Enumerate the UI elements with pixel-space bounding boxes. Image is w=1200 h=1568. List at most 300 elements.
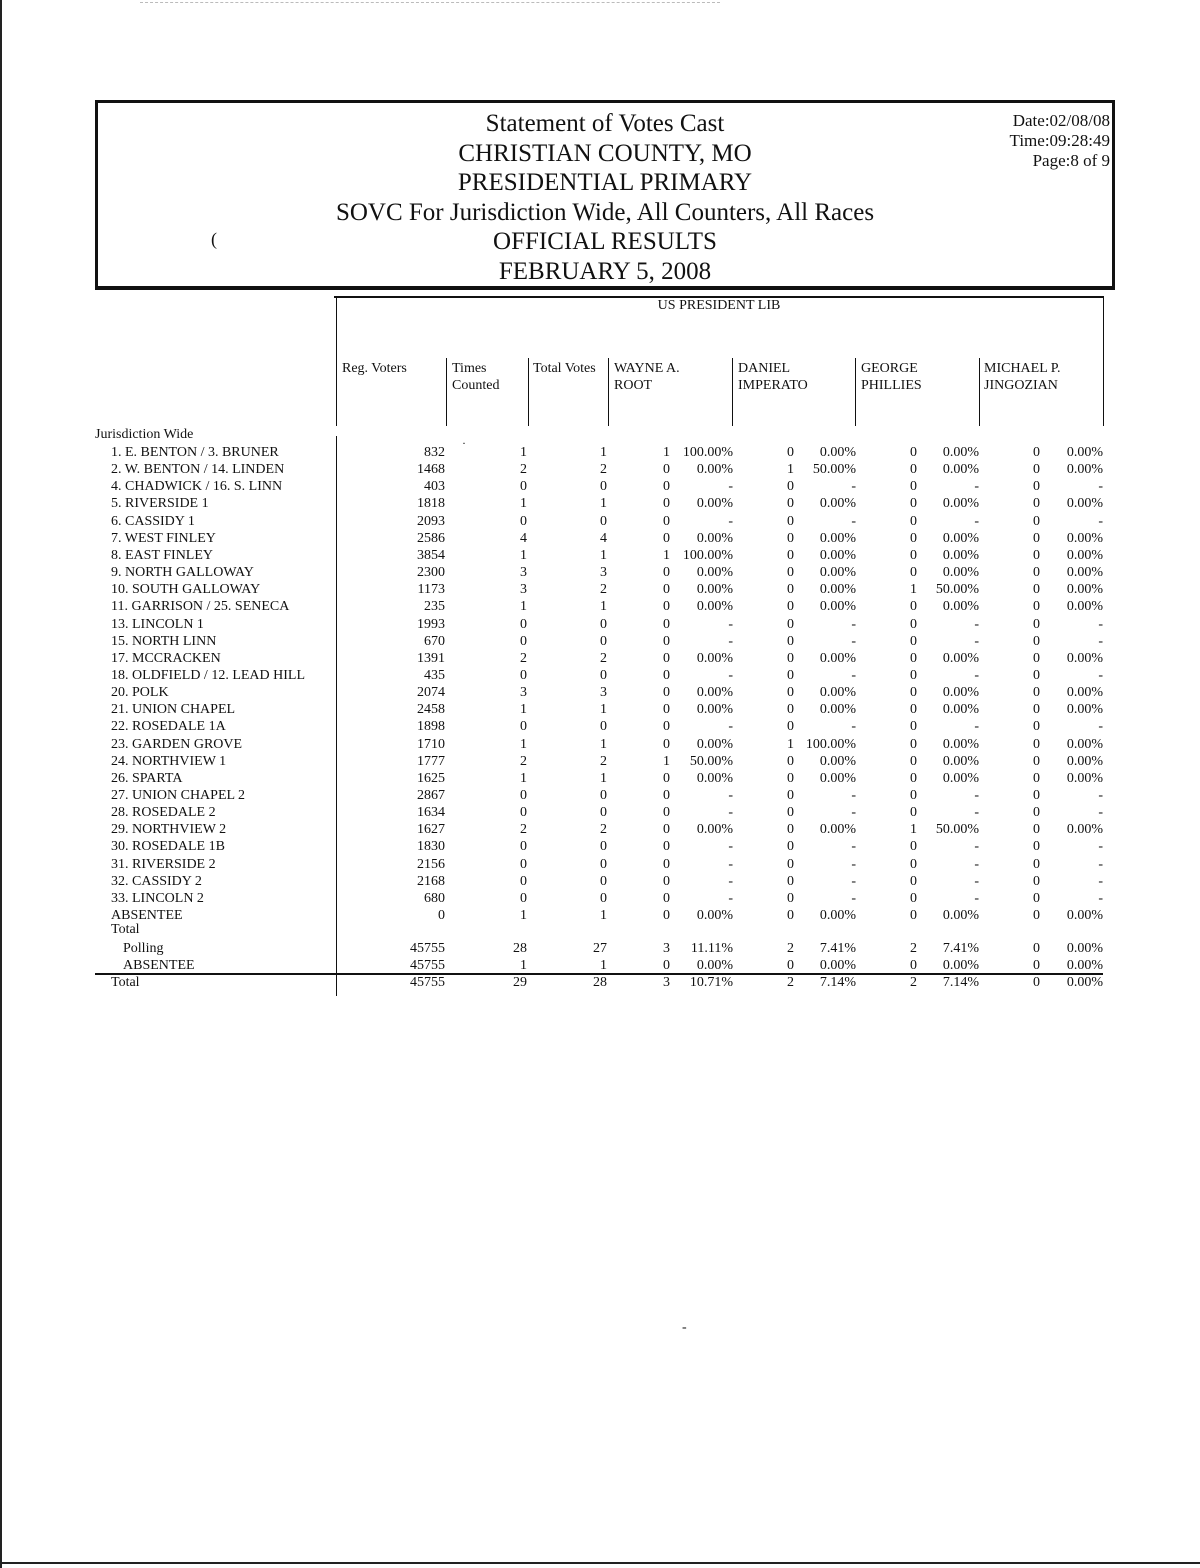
- times-counted-value: 0: [520, 839, 527, 854]
- candidate-percent-value: 100.00%: [682, 548, 733, 563]
- candidate-percent-value: 50.00%: [812, 462, 856, 477]
- candidate-votes-value: 0: [663, 651, 670, 666]
- candidate-percent-value: 0.00%: [942, 685, 979, 700]
- candidate-percent-value: 7.41%: [819, 941, 856, 956]
- candidate-votes-value: 0: [787, 548, 794, 563]
- candidate-votes-value: 0: [663, 857, 670, 872]
- candidate-percent-value: -: [728, 874, 733, 889]
- reg-voters-value: 1627: [417, 822, 445, 837]
- candidate-votes-value: 0: [910, 908, 917, 923]
- reg-voters-value: 2168: [417, 874, 445, 889]
- precinct-name: 15. NORTH LINN: [111, 634, 217, 649]
- candidate-percent-value: 0.00%: [819, 771, 856, 786]
- candidate-votes-value: 0: [663, 565, 670, 580]
- reg-voters-value: 1625: [417, 771, 445, 786]
- table-row: [0, 479, 1200, 496]
- candidate-votes-value: 0: [910, 617, 917, 632]
- reg-voters-value: 2156: [417, 857, 445, 872]
- table-row: [0, 599, 1200, 616]
- reg-voters-value: 1898: [417, 719, 445, 734]
- precinct-name: 17. MCCRACKEN: [111, 651, 221, 666]
- precinct-name: 21. UNION CHAPEL: [111, 702, 236, 717]
- candidate-votes-value: 2: [787, 975, 794, 990]
- times-counted-value: 2: [520, 651, 527, 666]
- candidate-votes-value: 0: [787, 668, 794, 683]
- total-votes-value: 27: [593, 941, 607, 956]
- col-candidate-phillies: GEORGE PHILLIES: [861, 361, 922, 393]
- precinct-name: 32. CASSIDY 2: [111, 874, 202, 889]
- candidate-votes-value: 0: [1033, 702, 1040, 717]
- col-candidate-root: WAYNE A. ROOT: [614, 361, 680, 393]
- candidate-votes-value: 2: [787, 941, 794, 956]
- candidate-votes-value: 0: [1033, 839, 1040, 854]
- candidate-percent-value: 0.00%: [696, 702, 733, 717]
- total-votes-value: 3: [600, 565, 607, 580]
- times-counted-value: 1: [520, 445, 527, 460]
- candidate-votes-value: 0: [663, 839, 670, 854]
- candidate-votes-value: 1: [787, 737, 794, 752]
- candidate-percent-value: 0.00%: [1066, 685, 1103, 700]
- total-votes-value: 1: [600, 445, 607, 460]
- candidate-votes-value: 0: [1033, 565, 1040, 580]
- candidate-percent-value: -: [851, 634, 856, 649]
- reg-voters-value: 2300: [417, 565, 445, 580]
- candidate-votes-value: 0: [663, 582, 670, 597]
- precinct-name: 13. LINCOLN 1: [111, 617, 204, 632]
- race-title: US PRESIDENT LIB: [657, 298, 781, 313]
- col-candidate-imperato: DANIEL IMPERATO: [738, 361, 808, 393]
- candidate-votes-value: 0: [910, 702, 917, 717]
- candidate-votes-value: 0: [787, 582, 794, 597]
- candidate-percent-value: -: [1098, 634, 1103, 649]
- section-label: Jurisdiction Wide: [95, 427, 194, 442]
- candidate-percent-value: -: [728, 891, 733, 906]
- candidate-percent-value: -: [1098, 514, 1103, 529]
- candidate-percent-value: 0.00%: [1066, 651, 1103, 666]
- precinct-name: 24. NORTHVIEW 1: [111, 754, 227, 769]
- candidate-percent-value: 0.00%: [1066, 975, 1103, 990]
- table-row: [0, 668, 1200, 685]
- times-counted-value: 1: [520, 737, 527, 752]
- candidate-votes-value: 0: [787, 874, 794, 889]
- candidate-percent-value: 0.00%: [942, 958, 979, 973]
- precinct-name: 9. NORTH GALLOWAY: [111, 565, 254, 580]
- candidate-percent-value: 0.00%: [942, 462, 979, 477]
- candidate-percent-value: -: [851, 857, 856, 872]
- times-counted-value: 1: [520, 908, 527, 923]
- candidate-percent-value: 10.71%: [689, 975, 733, 990]
- times-counted-value: 0: [520, 668, 527, 683]
- candidate-votes-value: 0: [663, 531, 670, 546]
- candidate-votes-value: 0: [1033, 651, 1040, 666]
- candidate-percent-value: 0.00%: [942, 651, 979, 666]
- candidate-votes-value: 0: [910, 479, 917, 494]
- candidate-percent-value: 100.00%: [682, 445, 733, 460]
- candidate-percent-value: 0.00%: [696, 599, 733, 614]
- candidate-votes-value: 0: [787, 839, 794, 854]
- candidate-votes-value: 0: [787, 496, 794, 511]
- reg-voters-value: 1777: [417, 754, 445, 769]
- total-votes-value: 2: [600, 822, 607, 837]
- candidate-votes-value: 0: [663, 496, 670, 511]
- candidate-percent-value: 0.00%: [696, 651, 733, 666]
- candidate-percent-value: -: [851, 719, 856, 734]
- times-counted-value: 0: [520, 719, 527, 734]
- table-row: [0, 496, 1200, 513]
- candidate-percent-value: 0.00%: [942, 599, 979, 614]
- candidate-percent-value: -: [974, 479, 979, 494]
- precinct-name: ABSENTEE: [111, 908, 183, 923]
- precinct-name: 5. RIVERSIDE 1: [111, 496, 209, 511]
- candidate-percent-value: -: [974, 857, 979, 872]
- candidate-votes-value: 0: [787, 445, 794, 460]
- reg-voters-value: 45755: [410, 975, 445, 990]
- candidate-percent-value: 0.00%: [696, 737, 733, 752]
- county-name: CHRISTIAN COUNTY, MO: [458, 139, 752, 167]
- report-meta: [1010, 111, 1110, 171]
- total-votes-value: 0: [600, 617, 607, 632]
- candidate-votes-value: 0: [1033, 908, 1040, 923]
- candidate-votes-value: 0: [663, 805, 670, 820]
- candidate-percent-value: 0.00%: [1066, 445, 1103, 460]
- candidate-percent-value: 0.00%: [696, 685, 733, 700]
- report-title-block: [98, 109, 1112, 287]
- candidate-percent-value: 0.00%: [696, 958, 733, 973]
- precinct-name: 28. ROSEDALE 2: [111, 805, 216, 820]
- scan-edge-bottom: [0, 1562, 1200, 1564]
- col-reg-voters: Reg. Voters: [342, 361, 407, 376]
- times-counted-value: 0: [520, 514, 527, 529]
- candidate-votes-value: 0: [787, 599, 794, 614]
- reg-voters-value: 1818: [417, 496, 445, 511]
- times-counted-value: 2: [520, 754, 527, 769]
- candidate-percent-value: 0.00%: [942, 548, 979, 563]
- candidate-votes-value: 0: [910, 445, 917, 460]
- candidate-votes-value: 0: [1033, 479, 1040, 494]
- times-counted-value: 1: [520, 496, 527, 511]
- candidate-percent-value: 0.00%: [942, 531, 979, 546]
- times-counted-value: 2: [520, 822, 527, 837]
- candidate-percent-value: 0.00%: [942, 771, 979, 786]
- precinct-name: 30. ROSEDALE 1B: [111, 839, 225, 854]
- candidate-votes-value: 0: [663, 702, 670, 717]
- candidate-percent-value: 0.00%: [1066, 754, 1103, 769]
- precinct-name: 1. E. BENTON / 3. BRUNER: [111, 445, 279, 460]
- candidate-votes-value: 0: [787, 958, 794, 973]
- candidate-votes-value: 0: [1033, 531, 1040, 546]
- column-divider: [608, 358, 609, 426]
- reg-voters-value: 1468: [417, 462, 445, 477]
- candidate-percent-value: 0.00%: [1066, 702, 1103, 717]
- total-votes-value: 1: [600, 548, 607, 563]
- total-votes-value: 1: [600, 599, 607, 614]
- precinct-name: 10. SOUTH GALLOWAY: [111, 582, 261, 597]
- table-row: [0, 891, 1200, 908]
- candidate-votes-value: 0: [1033, 975, 1040, 990]
- candidate-percent-value: -: [974, 634, 979, 649]
- table-row: [0, 462, 1200, 479]
- candidate-votes-value: 0: [910, 958, 917, 973]
- candidate-percent-value: -: [851, 874, 856, 889]
- candidate-votes-value: 0: [663, 891, 670, 906]
- candidate-percent-value: -: [1098, 857, 1103, 872]
- candidate-votes-value: 0: [910, 462, 917, 477]
- candidate-percent-value: 0.00%: [819, 685, 856, 700]
- candidate-votes-value: 0: [663, 668, 670, 683]
- reg-voters-value: 1173: [417, 582, 445, 597]
- table-row: [0, 445, 1200, 462]
- precinct-name: 22. ROSEDALE 1A: [111, 719, 226, 734]
- candidate-votes-value: 0: [1033, 958, 1040, 973]
- candidate-percent-value: -: [728, 719, 733, 734]
- candidate-votes-value: 0: [663, 462, 670, 477]
- total-votes-value: 1: [600, 737, 607, 752]
- table-row: [0, 805, 1200, 822]
- candidate-votes-value: 0: [787, 719, 794, 734]
- times-counted-value: 4: [520, 531, 527, 546]
- candidate-percent-value: -: [728, 839, 733, 854]
- candidate-votes-value: 0: [787, 908, 794, 923]
- col-candidate-jingozian: MICHAEL P. JINGOZIAN: [984, 361, 1061, 393]
- total-votes-value: 1: [600, 958, 607, 973]
- candidate-percent-value: 0.00%: [1066, 908, 1103, 923]
- candidate-votes-value: 0: [1033, 941, 1040, 956]
- candidate-votes-value: 0: [787, 479, 794, 494]
- candidate-votes-value: 0: [910, 531, 917, 546]
- candidate-votes-value: 0: [1033, 634, 1040, 649]
- candidate-votes-value: 0: [787, 822, 794, 837]
- candidate-percent-value: 0.00%: [1066, 941, 1103, 956]
- precinct-name: 27. UNION CHAPEL 2: [111, 788, 246, 803]
- candidate-votes-value: 0: [910, 685, 917, 700]
- total-votes-value: 2: [600, 582, 607, 597]
- candidate-percent-value: 0.00%: [942, 908, 979, 923]
- reg-voters-value: 1830: [417, 839, 445, 854]
- candidate-votes-value: 0: [910, 599, 917, 614]
- stray-dash: -: [682, 1320, 687, 1335]
- candidate-votes-value: 0: [1033, 874, 1040, 889]
- times-counted-value: 1: [520, 599, 527, 614]
- total-votes-value: 4: [600, 531, 607, 546]
- times-counted-value: 0: [520, 479, 527, 494]
- total-section-label: Total: [111, 922, 140, 937]
- candidate-percent-value: 0.00%: [942, 754, 979, 769]
- candidate-votes-value: 0: [910, 548, 917, 563]
- col-total-votes: Total Votes: [533, 361, 596, 376]
- candidate-votes-value: 0: [663, 958, 670, 973]
- times-counted-value: 0: [520, 634, 527, 649]
- col-times-counted: Times Counted: [452, 361, 500, 393]
- candidate-percent-value: -: [728, 634, 733, 649]
- candidate-percent-value: 0.00%: [1066, 771, 1103, 786]
- candidate-votes-value: 0: [1033, 891, 1040, 906]
- candidate-percent-value: 7.14%: [942, 975, 979, 990]
- times-counted-value: 0: [520, 857, 527, 872]
- total-votes-value: 2: [600, 754, 607, 769]
- candidate-votes-value: 0: [1033, 496, 1040, 511]
- precinct-name: 31. RIVERSIDE 2: [111, 857, 216, 872]
- candidate-percent-value: -: [728, 805, 733, 820]
- candidate-percent-value: 7.41%: [942, 941, 979, 956]
- candidate-votes-value: 0: [910, 634, 917, 649]
- candidate-percent-value: -: [851, 668, 856, 683]
- candidate-percent-value: 0.00%: [819, 754, 856, 769]
- candidate-votes-value: 0: [1033, 788, 1040, 803]
- candidate-percent-value: 0.00%: [1066, 599, 1103, 614]
- table-row: [0, 737, 1200, 754]
- candidate-votes-value: 0: [910, 874, 917, 889]
- candidate-votes-value: 2: [910, 975, 917, 990]
- table-row: [0, 788, 1200, 805]
- table-row: [0, 754, 1200, 771]
- candidate-votes-value: 0: [787, 702, 794, 717]
- candidate-percent-value: -: [851, 891, 856, 906]
- candidate-votes-value: 0: [663, 908, 670, 923]
- table-row: [0, 514, 1200, 531]
- candidate-percent-value: 0.00%: [1066, 496, 1103, 511]
- candidate-votes-value: 0: [910, 651, 917, 666]
- candidate-percent-value: -: [1098, 788, 1103, 803]
- candidate-votes-value: 0: [787, 514, 794, 529]
- candidate-votes-value: 0: [1033, 582, 1040, 597]
- candidate-votes-value: 1: [663, 754, 670, 769]
- total-votes-value: 0: [600, 788, 607, 803]
- candidate-percent-value: 0.00%: [819, 958, 856, 973]
- candidate-votes-value: 0: [787, 891, 794, 906]
- candidate-votes-value: 0: [1033, 771, 1040, 786]
- candidate-votes-value: 1: [663, 445, 670, 460]
- table-row: [0, 719, 1200, 736]
- candidate-votes-value: 0: [663, 479, 670, 494]
- times-counted-value: 0: [520, 617, 527, 632]
- candidate-votes-value: 0: [663, 685, 670, 700]
- total-votes-value: 1: [600, 496, 607, 511]
- table-row: [0, 634, 1200, 651]
- reg-voters-value: 2867: [417, 788, 445, 803]
- candidate-votes-value: 0: [663, 822, 670, 837]
- precinct-name: ABSENTEE: [123, 958, 195, 973]
- candidate-votes-value: 0: [787, 617, 794, 632]
- candidate-percent-value: 0.00%: [696, 822, 733, 837]
- candidate-votes-value: 1: [910, 822, 917, 837]
- precinct-name: 2. W. BENTON / 14. LINDEN: [111, 462, 285, 477]
- candidate-votes-value: 0: [787, 565, 794, 580]
- report-scope: SOVC For Jurisdiction Wide, All Counters, All Races: [335, 198, 875, 226]
- total-votes-value: 2: [600, 462, 607, 477]
- precinct-name: 4. CHADWICK / 16. S. LINN: [111, 479, 283, 494]
- candidate-votes-value: 3: [663, 975, 670, 990]
- table-row: [0, 857, 1200, 874]
- total-votes-value: 28: [593, 975, 607, 990]
- candidate-percent-value: 0.00%: [1066, 548, 1103, 563]
- reg-voters-value: 0: [438, 908, 445, 923]
- candidate-votes-value: 2: [910, 941, 917, 956]
- candidate-percent-value: 0.00%: [696, 582, 733, 597]
- candidate-percent-value: 0.00%: [819, 548, 856, 563]
- candidate-percent-value: -: [728, 857, 733, 872]
- candidate-percent-value: 0.00%: [1066, 822, 1103, 837]
- candidate-percent-value: 0.00%: [1066, 737, 1103, 752]
- reg-voters-value: 680: [424, 891, 445, 906]
- candidate-percent-value: -: [851, 514, 856, 529]
- candidate-percent-value: -: [974, 805, 979, 820]
- candidate-percent-value: 0.00%: [1066, 462, 1103, 477]
- table-row: [0, 565, 1200, 582]
- times-counted-value: 0: [520, 891, 527, 906]
- candidate-percent-value: -: [974, 719, 979, 734]
- candidate-votes-value: 0: [1033, 514, 1040, 529]
- table-row: [0, 941, 1200, 958]
- table-row: [0, 874, 1200, 891]
- table-row: [0, 617, 1200, 634]
- candidate-percent-value: 0.00%: [819, 599, 856, 614]
- candidate-votes-value: 0: [910, 737, 917, 752]
- total-votes-value: 0: [600, 839, 607, 854]
- candidate-percent-value: 0.00%: [819, 445, 856, 460]
- candidate-votes-value: 0: [910, 719, 917, 734]
- candidate-percent-value: -: [728, 479, 733, 494]
- table-row: [0, 651, 1200, 668]
- candidate-votes-value: 0: [1033, 857, 1040, 872]
- candidate-percent-value: 0.00%: [696, 462, 733, 477]
- candidate-votes-value: 0: [1033, 719, 1040, 734]
- candidate-votes-value: 0: [910, 788, 917, 803]
- candidate-votes-value: 0: [1033, 754, 1040, 769]
- times-counted-value: 0: [520, 788, 527, 803]
- scan-artifact-top: [140, 2, 720, 3]
- precinct-name: 18. OLDFIELD / 12. LEAD HILL: [111, 668, 306, 683]
- reg-voters-value: 2458: [417, 702, 445, 717]
- reg-voters-value: 2093: [417, 514, 445, 529]
- candidate-votes-value: 0: [910, 496, 917, 511]
- precinct-name: 6. CASSIDY 1: [111, 514, 195, 529]
- candidate-percent-value: 0.00%: [819, 531, 856, 546]
- candidate-percent-value: -: [851, 805, 856, 820]
- candidate-votes-value: 0: [1033, 548, 1040, 563]
- reg-voters-value: 2586: [417, 531, 445, 546]
- reg-voters-value: 403: [424, 479, 445, 494]
- candidate-percent-value: -: [974, 839, 979, 854]
- candidate-votes-value: 0: [910, 857, 917, 872]
- report-date: Date:02/08/08: [1012, 111, 1110, 130]
- table-row: [0, 839, 1200, 856]
- candidate-percent-value: -: [851, 839, 856, 854]
- total-votes-value: 0: [600, 668, 607, 683]
- times-counted-value: 3: [520, 565, 527, 580]
- precinct-name: 7. WEST FINLEY: [111, 531, 216, 546]
- candidate-percent-value: 50.00%: [689, 754, 733, 769]
- candidate-percent-value: 0.00%: [942, 737, 979, 752]
- total-votes-value: 1: [600, 908, 607, 923]
- candidate-votes-value: 0: [663, 771, 670, 786]
- candidate-percent-value: -: [974, 668, 979, 683]
- candidate-votes-value: 0: [663, 599, 670, 614]
- stray-mark: (: [211, 229, 217, 249]
- candidate-votes-value: 0: [1033, 617, 1040, 632]
- candidate-percent-value: 0.00%: [819, 822, 856, 837]
- table-row: [0, 771, 1200, 788]
- candidate-votes-value: 1: [663, 548, 670, 563]
- report-page: Page:8 of 9: [1032, 151, 1110, 170]
- stray-dot: ·: [462, 436, 466, 450]
- table-row: [0, 702, 1200, 719]
- candidate-percent-value: 0.00%: [1066, 582, 1103, 597]
- table-row: [0, 908, 1200, 925]
- candidate-votes-value: 0: [663, 514, 670, 529]
- candidate-percent-value: 50.00%: [935, 582, 979, 597]
- total-votes-value: 0: [600, 891, 607, 906]
- candidate-votes-value: 0: [663, 634, 670, 649]
